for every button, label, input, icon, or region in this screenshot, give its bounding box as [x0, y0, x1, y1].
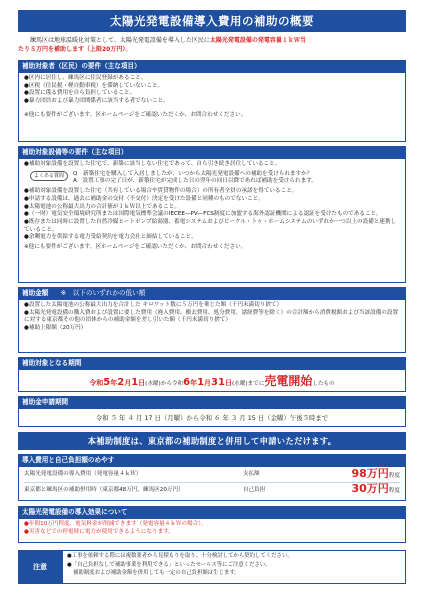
period-year-end: 6	[183, 377, 191, 388]
amount-item: ●補助上限額（20万円）	[24, 325, 87, 332]
period-from: から令和	[160, 381, 184, 387]
amount-header	[18, 287, 406, 300]
effect-header: 太陽光発電設備の導入効果について	[18, 506, 406, 519]
cost-amount	[312, 466, 400, 481]
amount-header-note: ※ 以下のいずれかの低い額	[60, 289, 146, 297]
page-title: 太陽光発電設備導入費用の補助の概要	[18, 10, 406, 32]
cost-label: 太陽光発電設備の導入費用（発電容量４ｋＷ）	[24, 471, 142, 478]
cost-header: 導入費用と自己負担額のめやす	[18, 454, 406, 467]
faq-label: よくある質問	[30, 171, 68, 181]
cost-unit: 程度	[388, 472, 400, 479]
cost-row	[24, 468, 400, 483]
cost-unit: 程度	[388, 488, 400, 495]
intro-paragraph	[18, 36, 406, 54]
amount-item: ●設置した太陽電池の公称最大出力を合計した キロワット数に５万円を乗じた額（千円未満切り捨て）	[24, 302, 283, 308]
period-month-start: 2	[117, 377, 125, 388]
equipment-item: ●補助対象設備を設置した住宅で、新築に該当しない住宅であって、自ら引き続き居住していること。	[24, 161, 281, 167]
notice-label: 注意	[18, 550, 62, 584]
period-weekday-end: (水曜)	[231, 381, 248, 387]
period-suffix: したもの	[312, 381, 335, 387]
amount-header-title: 補助金額	[22, 289, 49, 297]
period-day-start: 1	[131, 377, 139, 388]
equipment-item: ●補助対象設備を設置した住宅（共有している場合や賃貸物件の場合）の所有者全員の承諾を得ていること。	[24, 188, 298, 195]
notice-item: ●「自己負担なしで補助事業を利用できる」といったセールス等にご注意ください。	[67, 561, 271, 568]
equipment-item: ●太陽電池の公称最大出力の合計値が１ｋＷ以上であること。	[24, 203, 180, 210]
faq-content	[73, 171, 317, 186]
intro-line-1	[18, 36, 406, 45]
faq-question: Q 新築住宅を購入して入居しましたが、いつから太陽光発電設備への補助を受けられますか？	[73, 170, 313, 177]
period-month-end: 1	[197, 377, 205, 388]
cost-rlabel: 支払額	[242, 471, 260, 478]
period-month-unit: 月	[204, 379, 212, 387]
effect-item: ●災害などでの停電時に電力が使用できるようになります。	[24, 528, 174, 535]
eligibility-box	[18, 73, 406, 142]
intro-highlight-1: 太陽光発電設備の発電容量１ｋＷ当	[209, 37, 306, 44]
intro-line-2	[18, 45, 406, 54]
eligibility-item: ●暴力団員および暴力団関係者に該当する者でないこと。	[24, 98, 169, 105]
period-sale-start: 売電開始	[264, 374, 313, 388]
effect-item: ●年間10万円程度、電気料金が削減できます（発電容量４ｋＷの場合）。	[24, 521, 207, 527]
apply-header: 補助金申請期間	[18, 396, 406, 409]
intro-text-1: 練馬区は地球温暖化対策として、太陽光発電設備を導入した区民に	[30, 37, 210, 44]
notice-item: ●工事を依頼する際には複数業者から見積もりを取り、十分検討してから契約してください。	[67, 553, 293, 559]
notice-item: 補助制度および補助金額を併用しても一定の自己負担額は生じます。	[73, 570, 240, 576]
notice-block	[18, 550, 406, 584]
amount-box	[18, 300, 406, 353]
period-day-unit: 日	[138, 379, 146, 387]
amount-item: ●太陽光発電設備の購入費および設置に要した費用（廃入費用、搬去費用、処分費用、諸経費等を除く）の合計額から消費税額および当該設備の設置に対する東京都その他の団体からの補助金額を差し引いた額（千円未満切り捨て）	[24, 309, 399, 324]
eligibility-item: ●区内に居住し、練馬区に住民登録があること。	[24, 75, 147, 81]
period-day-unit: 日	[224, 379, 232, 387]
period-era: 令和	[89, 379, 104, 387]
intro-text-2: 。	[125, 46, 132, 53]
cost-label: 東京都と練馬区の補助併用時（東京都48万円、練馬区20万円）	[24, 486, 184, 493]
period-month-unit: 月	[124, 379, 132, 387]
cost-amount	[312, 482, 400, 496]
faq-answer: A 設置工事の完了日が、新築住宅が完成した日の翌年の同日以降であれば補助を受けられます。	[73, 178, 317, 185]
cost-row	[24, 483, 400, 498]
period-year-start: 5	[103, 377, 111, 388]
cost-box	[18, 467, 406, 501]
equipment-box	[18, 159, 406, 283]
period-weekday-start: (水曜)	[145, 381, 161, 387]
equipment-item: ●余剰電力を供給する電力受給契約を電力会社と締結していること。	[24, 234, 197, 241]
period-header: 補助対象となる期間	[18, 357, 406, 370]
equipment-item: ●既存または同時に設置した自然冷媒ヒートポンプ給湯器、蓄電システムおよびビークル・トゥ・ホームシステムのいずれか一つ以上の設備と連携していること。	[24, 218, 397, 233]
period-year-unit: 年	[110, 379, 118, 387]
eligibility-item: ●区税（住民税・軽自動車税）を滞納していないこと。	[24, 82, 164, 89]
effect-box	[18, 519, 406, 543]
cost-value: 98万円	[351, 466, 389, 480]
period-until: までに	[247, 381, 265, 387]
cost-rlabel: 自己負担	[242, 486, 266, 493]
apply-box: 令和 ５ 年 ４ 月 17 日（月曜）から令和 ６ 年 ３ 月 15 日（金曜）午後５時まで	[18, 409, 406, 427]
eligibility-note: ※他にも要件がございます。区ホームページをご確認いただくか、お問合わせください。	[24, 111, 247, 118]
eligibility-item: ●設置に係る費用を自ら負担していること。	[24, 90, 136, 97]
period-year-unit: 年	[190, 379, 198, 387]
equipment-item: ●（一財）電気安全環境研究所または国際電気標準会議のIECEE―PV―FCS制度に加盟する海外認証機関による認証を受けたものであること。	[24, 211, 382, 218]
cost-value: 30万円	[351, 482, 389, 496]
eligibility-header: 補助対象者（区民）の要件（主な項目）	[18, 60, 406, 73]
equipment-item: ●申請する設備は、過去に補助金の交付（不交付）決定を受けた設備と同種のものでないこと。	[24, 195, 264, 202]
notice-body	[62, 550, 406, 584]
intro-highlight-2: たり５万円を補助します（上限20万円）	[18, 46, 126, 53]
flyer-page	[12, 10, 412, 594]
period-box	[18, 370, 406, 392]
period-day-end: 31	[211, 377, 225, 388]
combined-use-banner: 本補助制度は、東京都の補助制度と併用して申請いただけます。	[18, 432, 406, 450]
equipment-header: 補助対象設備等の要件（主な項目）	[18, 146, 406, 159]
equipment-note: ※他にも要件がございます。区ホームページをご確認いただくか、お問合わせください。	[24, 244, 247, 251]
faq-block	[30, 171, 400, 186]
